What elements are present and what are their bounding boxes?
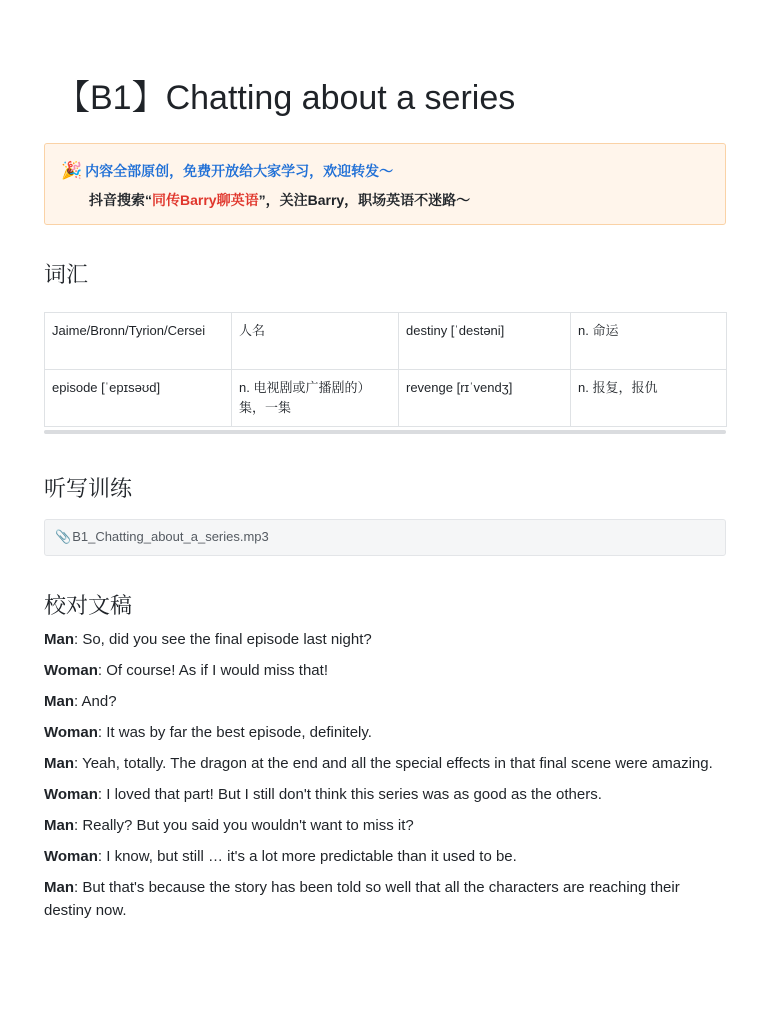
- paperclip-icon: 📎: [55, 529, 72, 544]
- notice-line-2: [89, 190, 470, 210]
- transcript-line: [44, 659, 726, 682]
- transcript-line: [44, 876, 726, 922]
- speaker-name: Man: [44, 879, 74, 896]
- speaker-name: Man: [44, 755, 74, 772]
- transcript-line: [44, 721, 726, 744]
- transcript-line: [44, 845, 726, 868]
- utterance: : Of course! As if I would miss that!: [97, 662, 328, 679]
- utterance: : But that's because the story has been told so well that all the characters are reaching their destiny now.: [44, 879, 680, 919]
- vocab-cell: n. 电视剧或广播剧的）集，一集: [232, 370, 399, 427]
- vocab-cell: Jaime/Bronn/Tyrion/Cersei: [45, 313, 232, 370]
- transcript-line: [44, 690, 726, 713]
- party-popper-icon: 🎉: [61, 161, 83, 180]
- utterance: : I loved that part! But I still don't think this series was as good as the others.: [97, 786, 602, 803]
- vocab-cell: n. 报复，报仇: [571, 370, 727, 427]
- utterance: : It was by far the best episode, definitely.: [97, 724, 372, 741]
- transcript-line: [44, 814, 726, 837]
- section-heading-dictation: 听写训练: [44, 476, 133, 501]
- speaker-name: Woman: [44, 848, 98, 865]
- vocab-cell: revenge [rɪˈvendʒ]: [399, 370, 571, 427]
- transcript-line: [44, 752, 726, 775]
- speaker-name: Man: [44, 693, 74, 710]
- utterance: : And?: [74, 693, 117, 710]
- vocab-cell: 人名: [232, 313, 399, 370]
- vocab-cell: n. 命运: [571, 313, 727, 370]
- page-title: 【B1】Chatting about a series: [56, 79, 516, 117]
- speaker-name: Woman: [44, 724, 98, 741]
- notice-text-1: 内容全部原创，免费开放给大家学习，欢迎转发～: [85, 163, 394, 179]
- vocab-cell: episode [ˈepɪsəʊd]: [45, 370, 232, 427]
- vocab-cell: destiny [ˈdestəni]: [399, 313, 571, 370]
- utterance: : Yeah, totally. The dragon at the end and all the special effects in that final scene were amazing.: [74, 755, 713, 772]
- speaker-name: Woman: [44, 662, 98, 679]
- table-row: [45, 313, 727, 370]
- audio-filename[interactable]: B1_Chatting_about_a_series.mp3: [72, 529, 269, 544]
- notice-prefix: 抖音搜索“: [89, 192, 152, 208]
- utterance: : I know, but still … it's a lot more predictable than it used to be.: [97, 848, 517, 865]
- notice-line-1: [61, 161, 393, 181]
- transcript-line: [44, 628, 726, 651]
- speaker-name: Man: [44, 631, 74, 648]
- notice-box: [44, 143, 726, 225]
- table-scrollbar[interactable]: [44, 430, 726, 434]
- utterance: : So, did you see the final episode last night?: [74, 631, 372, 648]
- transcript-line: [44, 783, 726, 806]
- notice-suffix: ”，关注Barry，职场英语不迷路～: [258, 192, 471, 208]
- notice-highlight: 同传Barry聊英语: [152, 192, 259, 208]
- table-row: [45, 370, 727, 427]
- transcript: [44, 628, 726, 930]
- speaker-name: Woman: [44, 786, 98, 803]
- utterance: : Really? But you said you wouldn't want to miss it?: [74, 817, 414, 834]
- section-heading-transcript: 校对文稿: [44, 593, 133, 618]
- audio-attachment[interactable]: [44, 519, 726, 556]
- speaker-name: Man: [44, 817, 74, 834]
- vocab-table: [44, 312, 727, 427]
- section-heading-vocab: 词汇: [44, 262, 89, 287]
